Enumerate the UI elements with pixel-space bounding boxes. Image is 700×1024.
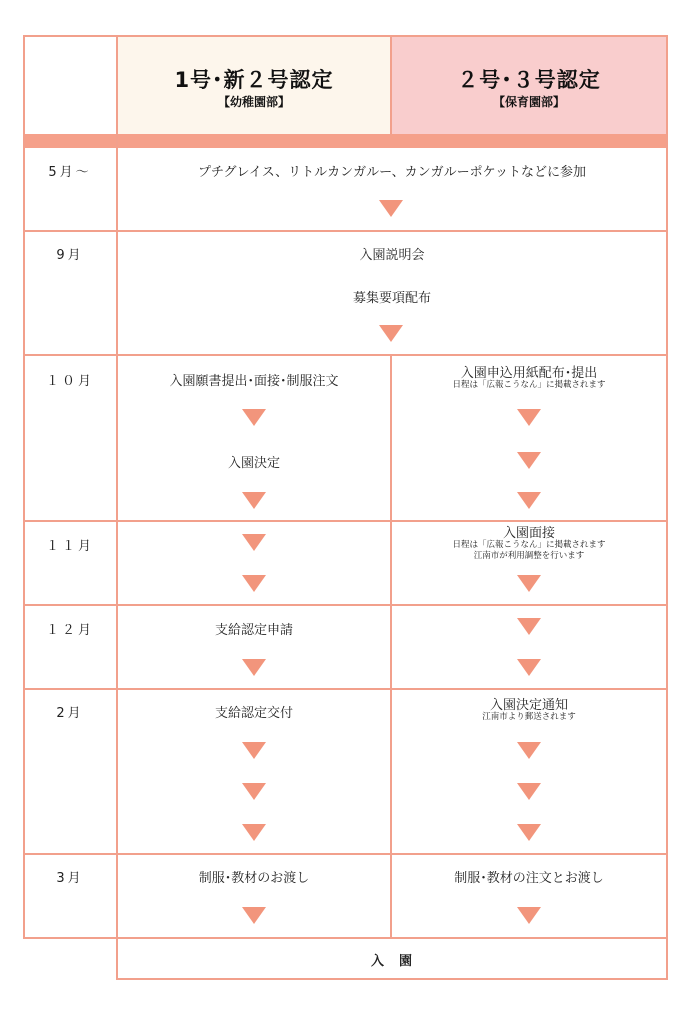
dec-left-certification: 支給認定申請 [214,623,293,638]
grid-footer-bottom [116,978,668,980]
grid-row-nov-bottom [24,604,668,606]
header-sub-kindergarten: 【幼稚園部】 [217,95,290,109]
nov-right-interview: 入園面接 [502,526,555,541]
month-feb: 2月 [56,706,84,721]
arrow-down-icon [517,742,541,759]
header-sub-nursery: 【保育園部】 [492,95,565,109]
arrow-down-icon [379,200,403,217]
arrow-down-icon [517,452,541,469]
feb-right-note: 江南市より郵送されます [482,712,576,722]
grid-header-divider [390,35,392,135]
mar-left-handover: 制服･教材のお渡し [198,871,310,886]
nov-right-note1: 日程は「広報こうなん」に掲載されます [452,540,606,550]
arrow-down-icon [379,325,403,342]
month-sep: 9月 [56,248,84,263]
feb-left-issuance: 支給認定交付 [214,706,293,721]
month-dec: １２月 [45,623,94,638]
header-title-kindergarten: 1号･新２号認定 [174,68,334,92]
header-band [24,134,668,148]
arrow-down-icon [242,742,266,759]
arrow-down-icon [242,824,266,841]
arrow-down-icon [242,492,266,509]
oct-right-note: 日程は「広報こうなん」に掲載されます [452,380,606,390]
arrow-down-icon [242,534,266,551]
arrow-down-icon [242,659,266,676]
arrow-down-icon [517,659,541,676]
arrow-down-icon [242,783,266,800]
grid-top [24,35,668,37]
arrow-down-icon [517,409,541,426]
arrow-down-icon [517,783,541,800]
mar-right-handover: 制服･教材の注文とお渡し [454,871,604,886]
sep-briefing: 入園説明会 [359,248,425,263]
arrow-down-icon [517,618,541,635]
grid-column-divider [390,354,392,939]
arrow-down-icon [242,409,266,426]
grid-row-sep-bottom [24,354,668,356]
arrow-down-icon [517,575,541,592]
month-may: 5月～ [48,165,92,180]
may-activity: プチグレイス、リトルカンガルー、カンガルーポケットなどに参加 [198,165,586,180]
sep-guidelines: 募集要項配布 [352,291,431,306]
grid-row-dec-bottom [24,688,668,690]
nov-right-note2: 江南市が利用調整を行います [473,551,585,561]
arrow-down-icon [517,907,541,924]
header-title-nursery: ２号･３号認定 [457,68,601,92]
month-nov: １１月 [45,539,94,554]
grid-row-feb-bottom [24,853,668,855]
final-enrollment: 入 園 [370,954,413,969]
arrow-down-icon [517,824,541,841]
grid-row-may-bottom [24,230,668,232]
month-mar: 3月 [56,871,84,886]
arrow-down-icon [242,575,266,592]
oct-right-application: 入園申込用紙配布･提出 [460,366,598,381]
grid-row-mar-bottom [24,937,668,939]
oct-left-decision: 入園決定 [227,456,280,471]
arrow-down-icon [242,907,266,924]
oct-left-application: 入園願書提出･面接･制服注文 [169,374,339,389]
month-oct: １０月 [45,374,94,389]
arrow-down-icon [517,492,541,509]
feb-right-notice: 入園決定通知 [489,698,568,713]
